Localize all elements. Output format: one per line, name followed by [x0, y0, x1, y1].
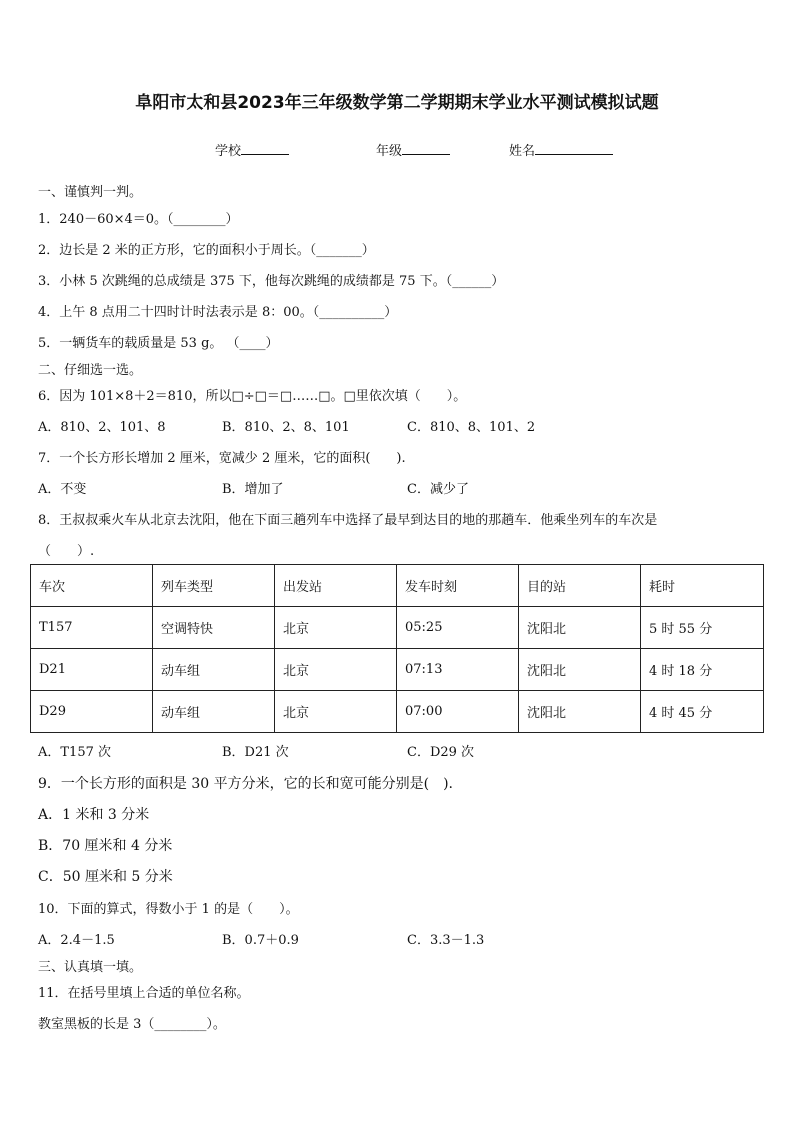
school-label: 学校	[215, 144, 242, 159]
q9-option-a: A．1 米和 3 分米	[38, 807, 150, 823]
q8-option-b: B．D21 次	[222, 745, 289, 760]
q7-option-c: C．减少了	[407, 482, 469, 497]
q8-option-a: A．T157 次	[38, 745, 112, 760]
table-cell: 沈阳北	[519, 691, 641, 733]
header-cell: 发车时刻	[397, 565, 519, 607]
table-cell: 北京	[275, 649, 397, 691]
table-cell: 沈阳北	[519, 649, 641, 691]
question-8-answer: （ ）.	[38, 544, 95, 559]
question-3: 3．小林 5 次跳绳的总成绩是 375 下，他每次跳绳的成绩都是 75 下。（______）	[38, 274, 505, 289]
question-9: 9．一个长方形的面积是 30 平方分米，它的长和宽可能分别是( ).	[38, 776, 453, 792]
section-2-heading: 二、仔细选一选。	[38, 363, 143, 378]
question-1: 1．240－60×4＝0。（________）	[38, 212, 239, 227]
question-11: 11．在括号里填上合适的单位名称。	[38, 986, 250, 1001]
header-cell: 耗时	[641, 565, 764, 607]
school-blank[interactable]	[241, 142, 289, 155]
table-cell: 05:25	[397, 607, 519, 649]
q9-option-c: C．50 厘米和 5 分米	[38, 869, 173, 885]
question-4: 4．上午 8 点用二十四时计时法表示是 8：00。（__________）	[38, 305, 398, 320]
q6-option-a: A．810、2、101、8	[38, 420, 166, 435]
header-cell: 目的站	[519, 565, 641, 607]
section-1-heading: 一、谨慎判一判。	[38, 185, 143, 200]
table-cell: 动车组	[153, 691, 275, 733]
table-cell: 4 时 45 分	[641, 691, 764, 733]
train-table	[30, 564, 764, 733]
table-cell: T157	[31, 607, 153, 649]
table-cell: 5 时 55 分	[641, 607, 764, 649]
table-cell: 动车组	[153, 649, 275, 691]
q10-option-c: C．3.3－1.3	[407, 933, 485, 948]
table-cell: D29	[31, 691, 153, 733]
grade-field	[376, 140, 450, 159]
table-header-row	[31, 565, 764, 607]
table-row	[31, 691, 764, 733]
question-11-a: 教室黑板的长是 3（________）。	[38, 1017, 226, 1032]
question-7: 7．一个长方形长增加 2 厘米，宽减少 2 厘米，它的面积( ).	[38, 451, 406, 466]
page-title: 阜阳市太和县2023年三年级数学第二学期期末学业水平测试模拟试题	[135, 93, 659, 113]
section-3-heading: 三、认真填一填。	[38, 960, 143, 975]
table-cell: 空调特快	[153, 607, 275, 649]
table-cell: 沈阳北	[519, 607, 641, 649]
question-8: 8．王叔叔乘火车从北京去沈阳，他在下面三趟列车中选择了最早到达目的地的那趟车．他乘坐列车的车次是	[38, 513, 658, 528]
table-cell: 07:00	[397, 691, 519, 733]
table-cell: D21	[31, 649, 153, 691]
q7-option-b: B．增加了	[222, 482, 284, 497]
header-cell: 列车类型	[153, 565, 275, 607]
q7-option-a: A．不变	[38, 482, 87, 497]
q10-option-a: A．2.4－1.5	[38, 933, 115, 948]
question-10: 10．下面的算式，得数小于 1 的是（ ）。	[38, 902, 299, 917]
school-field	[215, 140, 289, 159]
table-cell: 07:13	[397, 649, 519, 691]
table-cell: 4 时 18 分	[641, 649, 764, 691]
header-cell: 出发站	[275, 565, 397, 607]
question-6: 6．因为 101×8＋2＝810，所以□÷□＝□……□。□里依次填（ ）。	[38, 389, 467, 404]
header-cell: 车次	[31, 565, 153, 607]
table-cell: 北京	[275, 607, 397, 649]
q6-option-b: B．810、2、8、101	[222, 420, 350, 435]
name-field	[509, 140, 613, 159]
q10-option-b: B．0.7＋0.9	[222, 933, 299, 948]
q6-option-c: C．810、8、101、2	[407, 420, 536, 435]
question-2: 2．边长是 2 米的正方形，它的面积小于周长。（_______）	[38, 243, 375, 258]
grade-label: 年级	[376, 144, 403, 159]
q8-option-c: C．D29 次	[407, 745, 475, 760]
name-blank[interactable]	[535, 142, 613, 155]
table-row	[31, 607, 764, 649]
question-5: 5．一辆货车的载质量是 53 g。 （____）	[38, 336, 279, 351]
table-cell: 北京	[275, 691, 397, 733]
name-label: 姓名	[509, 144, 536, 159]
grade-blank[interactable]	[402, 142, 450, 155]
table-row	[31, 649, 764, 691]
q9-option-b: B．70 厘米和 4 分米	[38, 838, 173, 854]
